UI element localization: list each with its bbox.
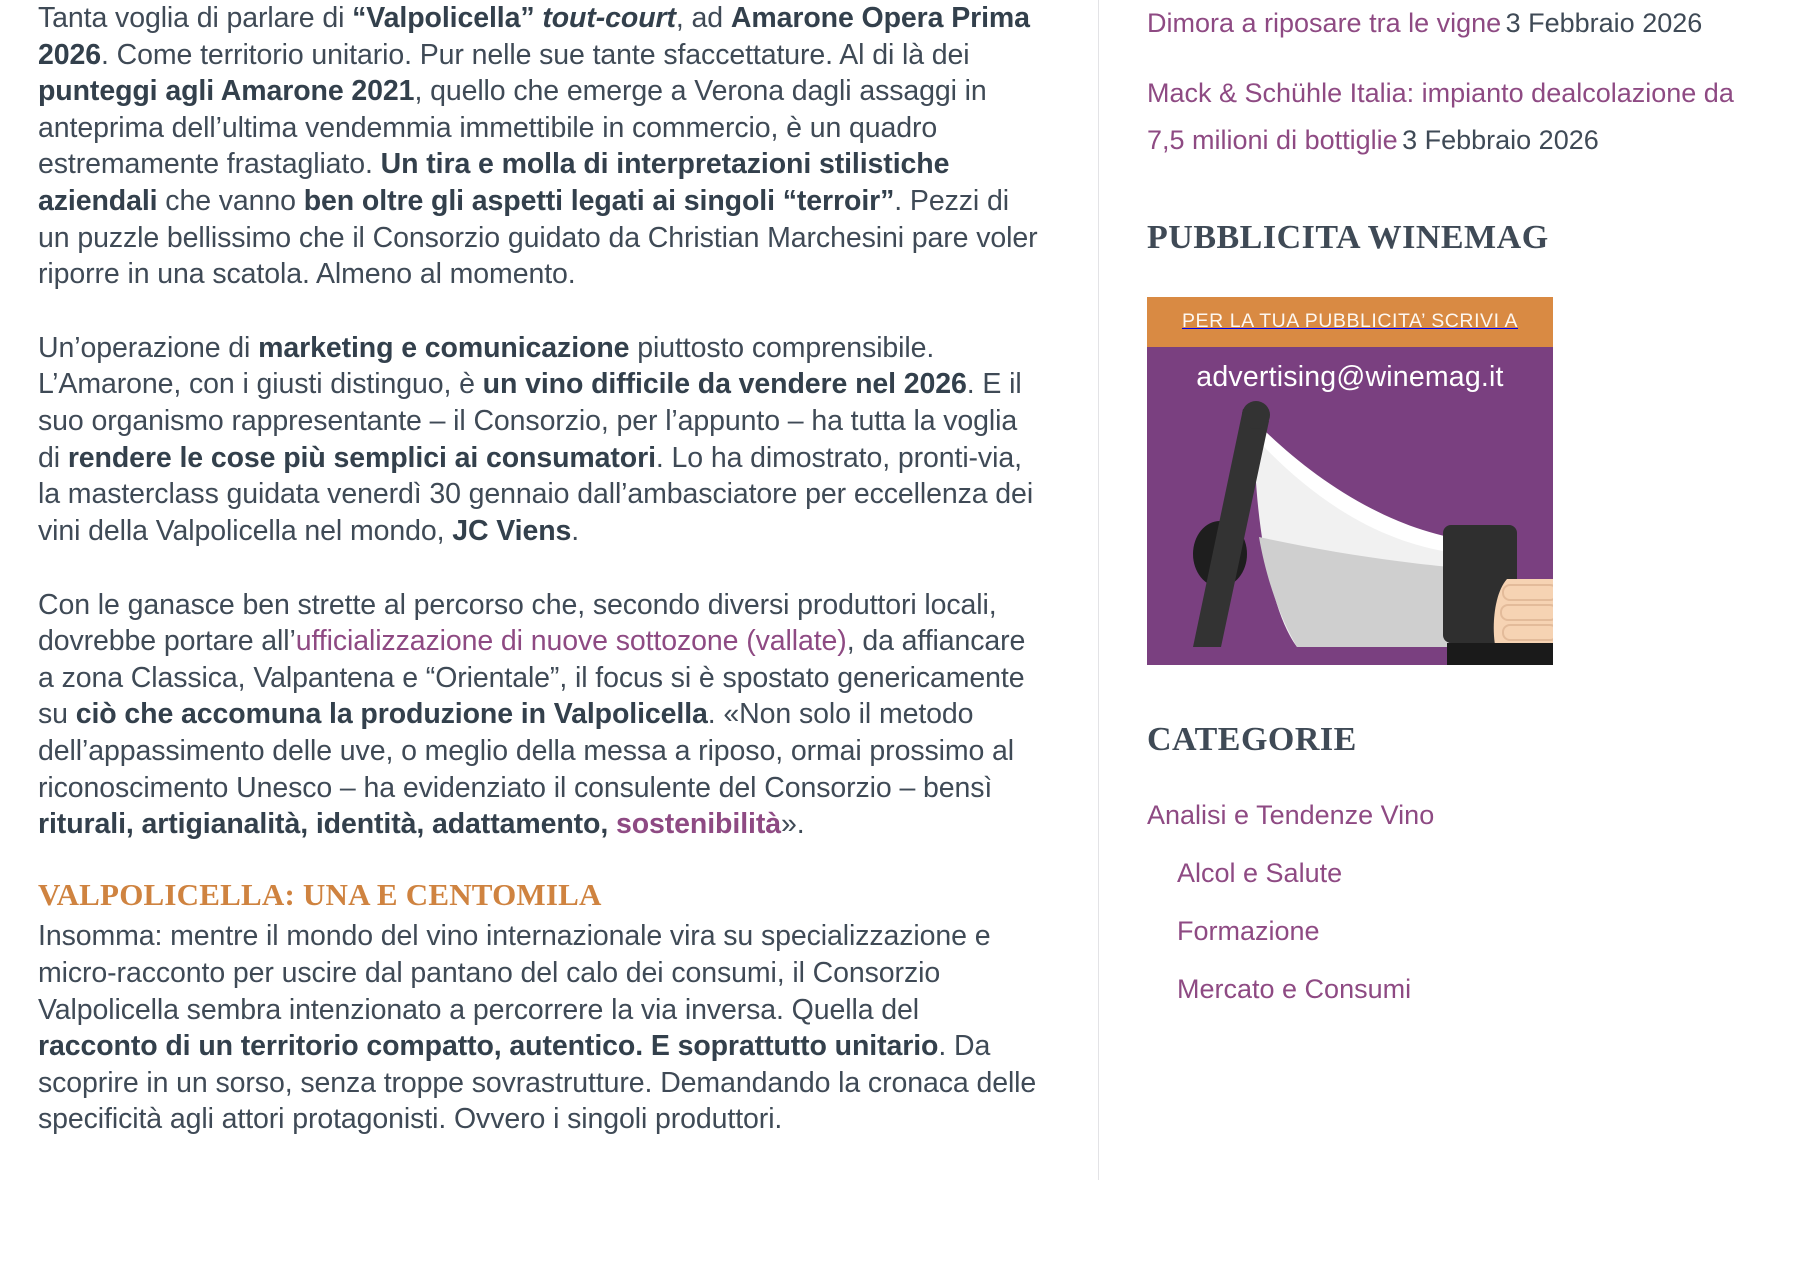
category-link[interactable]: Analisi e Tendenze Vino bbox=[1147, 800, 1435, 831]
text-run: , quello che emerge a Verona dagli assaggi in anteprima dell’ultima vendemmia immettibile in commercio, è un quadro estremamente frastagliato. bbox=[38, 75, 987, 181]
article-section-heading: VALPOLICELLA: UNA E CENTOMILA bbox=[38, 876, 602, 912]
category-link[interactable]: Mercato e Consumi bbox=[1177, 974, 1412, 1005]
text-run: . Come territorio unitario. Pur nelle sue tante sfaccettature. Al di là dei bbox=[101, 38, 970, 71]
emphasis-bold: racconto di un territorio compatto, autentico. E soprattutto unitario bbox=[38, 1030, 939, 1063]
emphasis-bold: Un tira e molla di interpretazioni stilistiche aziendali bbox=[38, 148, 950, 218]
advertising-banner-header bbox=[1147, 297, 1553, 347]
article-paragraph bbox=[38, 0, 1038, 293]
categories-widget bbox=[1147, 721, 1742, 1008]
article-paragraph bbox=[38, 330, 1038, 550]
list-item bbox=[1147, 914, 1742, 949]
text-run: Con le ganasce ben strette al percorso che, secondo diversi produttori locali, dovrebbe portare all’ bbox=[38, 588, 997, 658]
text-run: . «Non solo il metodo dell’appassimento delle uve, o meglio della messa a riposo, ormai prossimo al riconoscimento Unesco – ha evidenziato il consulente del Consorzio – bensì bbox=[38, 698, 1015, 804]
sidebar bbox=[1099, 0, 1802, 1030]
list-item bbox=[1147, 70, 1742, 163]
emphasis-bold: “Valpolicella” bbox=[352, 2, 535, 34]
article-paragraph bbox=[38, 587, 1038, 843]
categories-widget-title: CATEGORIE bbox=[1147, 720, 1357, 758]
recent-post-link[interactable]: Dimora a riposare tra le vigne bbox=[1147, 8, 1502, 38]
text-run: Tanta voglia di parlare di bbox=[38, 2, 353, 34]
emphasis-bold: ben oltre gli aspetti legati ai singoli “terroir” bbox=[303, 185, 895, 218]
category-link[interactable]: Alcol e Salute bbox=[1177, 858, 1343, 889]
inline-link[interactable]: ufficializzazione di nuove sottozone (vallate) bbox=[295, 625, 847, 658]
recent-post-date: 3 Febbraio 2026 bbox=[1505, 8, 1703, 38]
text-run: , ad bbox=[675, 2, 731, 34]
advertising-email-text: advertising@winemag.it bbox=[1196, 360, 1504, 393]
text-run: Insomma: mentre il mondo del vino internazionale vira su specializzazione e micro-racconto per uscire dal pantano del calo dei consumi, il Consorzio Valpolicella sembra intenzionato a percorrere la via inversa. Quella del bbox=[38, 920, 991, 1026]
advertising-banner-headline: PER LA TUA PUBBLICITA’ SCRIVI A bbox=[1181, 310, 1519, 333]
recent-post-link[interactable]: Mack & Schühle Italia: impianto dealcolazione da 7,5 milioni di bottiglie bbox=[1147, 78, 1734, 155]
category-link[interactable]: Formazione bbox=[1177, 916, 1320, 947]
text-run: , da affiancare a zona Classica, Valpantena e “Orientale”, il focus si è spostato genericamente su bbox=[38, 625, 1026, 731]
text-run: ». bbox=[780, 808, 805, 841]
text-run: . bbox=[571, 514, 580, 547]
text-run: Un’operazione di bbox=[38, 331, 259, 364]
list-item bbox=[1147, 972, 1742, 1007]
categories-list bbox=[1147, 798, 1742, 1007]
emphasis-bold: Amarone Opera Prima 2026 bbox=[38, 2, 1030, 71]
emphasis-bold: riturali, artigianalità, identità, adattamento, bbox=[38, 808, 616, 841]
emphasis-bold: JC Viens bbox=[452, 514, 572, 547]
advertising-widget bbox=[1147, 219, 1742, 664]
text-run: piuttosto comprensibile. L’Amarone, con i giusti distinguo, è bbox=[38, 331, 935, 401]
text-run: che vanno bbox=[157, 185, 304, 218]
text-run: . Pezzi di un puzzle bellissimo che il Consorzio guidato da Christian Marchesini pare voler riporre in una scatola. Almeno al momento. bbox=[38, 185, 1038, 291]
emphasis-bold: un vino difficile da vendere nel 2026 bbox=[482, 368, 967, 401]
list-item bbox=[1147, 856, 1742, 891]
text-run: . E il suo organismo rappresentante – il Consorzio, per l’appunto – ha tutta la voglia di bbox=[38, 368, 1022, 474]
text-run: . Lo ha dimostrato, pronti-via, la masterclass guidata venerdì 30 gennaio dall’ambasciatore per eccellenza dei vini della Valpolicella nel mondo, bbox=[38, 441, 1034, 547]
article-paragraph bbox=[38, 918, 1038, 1138]
megaphone-icon bbox=[1147, 347, 1553, 665]
list-item bbox=[1147, 798, 1742, 833]
advertising-widget-title: PUBBLICITA WINEMAG bbox=[1147, 219, 1549, 257]
emphasis-bold: marketing e comunicazione bbox=[258, 331, 630, 364]
recent-post-date: 3 Febbraio 2026 bbox=[1402, 124, 1599, 155]
advertising-banner-artwork bbox=[1147, 347, 1553, 665]
list-item bbox=[1147, 0, 1742, 46]
inline-link[interactable]: sostenibilità bbox=[615, 808, 781, 841]
emphasis-bold: ciò che accomuna la produzione in Valpolicella bbox=[75, 698, 708, 731]
text-run: . Da scoprire in un sorso, senza troppe sovrastrutture. Demandando la cronaca delle specificità agli attori protagonisti. Ovvero i singoli produttori. bbox=[38, 1030, 1037, 1136]
emphasis-bold: punteggi agli Amarone 2021 bbox=[38, 75, 415, 108]
emphasis-italic: tout-court bbox=[542, 2, 676, 34]
advertising-banner[interactable] bbox=[1147, 297, 1553, 665]
recent-posts-list bbox=[1147, 0, 1742, 163]
emphasis-bold: rendere le cose più semplici ai consumatori bbox=[67, 441, 656, 474]
